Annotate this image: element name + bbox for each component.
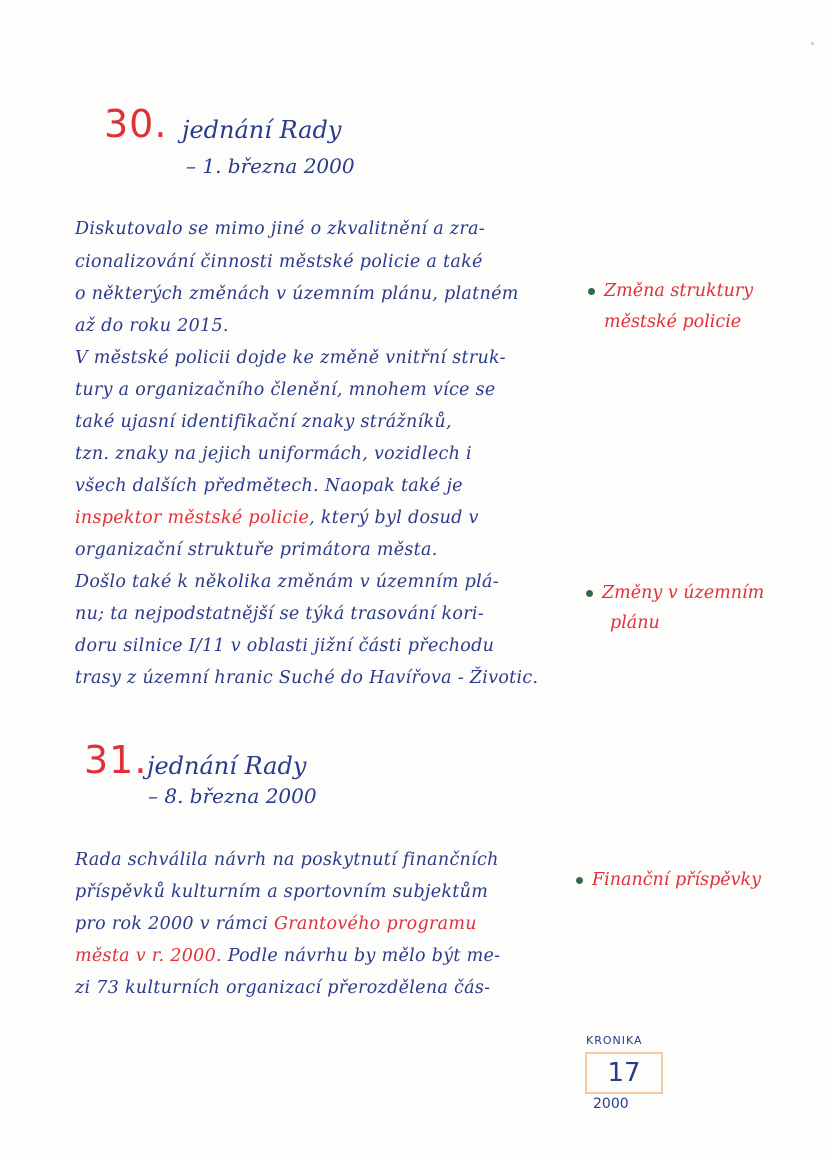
bullet-dot-icon <box>588 288 595 295</box>
text-line: organizační struktuře primátora města. <box>75 540 438 560</box>
chronicle-stamp-year: 2000 <box>593 1096 629 1112</box>
text-line: Došlo také k několika změnám v územním plá- <box>75 572 499 592</box>
paper-speck <box>811 42 814 45</box>
text-line: o některých změnách v územním plánu, platném <box>75 284 519 304</box>
text-line: nu; ta nejpodstatnější se týká trasování kori- <box>75 604 485 624</box>
section-number: 30. <box>104 102 168 146</box>
section-number: 31. <box>84 738 148 782</box>
text-line: Rada schválila návrh na poskytnutí finančních <box>75 850 499 870</box>
text-fragment: , který byl dosud v <box>309 508 479 528</box>
text-line: tury a organizačního členění, mnohem více se <box>75 380 496 400</box>
text-line: příspěvků kulturním a sportovním subjektům <box>75 882 489 902</box>
margin-note-continued: plánu <box>610 613 660 633</box>
text-fragment: pro rok 2000 v rámci <box>75 914 274 934</box>
section-date: – 8. března 2000 <box>148 784 317 808</box>
section-date: – 1. března 2000 <box>186 154 355 178</box>
text-line <box>75 914 477 934</box>
text-line: všech dalších předmětech. Naopak také je <box>75 476 463 496</box>
text-line: také ujasní identifikační znaky strážníků, <box>75 412 452 432</box>
page-number-box: 17 <box>585 1052 663 1094</box>
bullet-dot-icon <box>586 590 593 597</box>
text-line: trasy z územní hranic Suché do Havířova - Životic. <box>75 668 539 688</box>
section-title: jednání Rady <box>147 752 307 780</box>
text-line: tzn. znaky na jejich uniformách, vozidlech i <box>75 444 472 464</box>
text-line: cionalizování činnosti městské policie a také <box>75 252 483 272</box>
section-title: jednání Rady <box>182 116 342 144</box>
text-line <box>75 508 479 528</box>
text-line: až do roku 2015. <box>75 316 229 336</box>
text-line: V městské policii dojde ke změně vnitřní struk- <box>75 348 506 368</box>
text-line: zi 73 kulturních organizací přerozdělena čás- <box>75 978 491 998</box>
highlighted-text: Grantového programu <box>273 914 477 934</box>
chronicle-stamp-label: KRONIKA <box>586 1034 643 1047</box>
margin-note: Finanční příspěvky <box>576 870 761 890</box>
bullet-dot-icon <box>576 877 583 884</box>
margin-note: Změna struktury <box>588 281 753 301</box>
text-line: Diskutovalo se mimo jiné o zkvalitnění a zra- <box>75 219 486 239</box>
text-line: doru silnice I/11 v oblasti jižní části přechodu <box>75 636 495 656</box>
margin-note: Změny v územním <box>586 583 764 603</box>
margin-note-continued: městské policie <box>604 312 742 332</box>
text-line <box>75 946 500 966</box>
highlighted-text: inspektor městské policie <box>75 508 310 528</box>
highlighted-text: města v r. 2000. <box>75 946 222 966</box>
text-fragment: Podle návrhu by mělo být me- <box>221 946 501 966</box>
